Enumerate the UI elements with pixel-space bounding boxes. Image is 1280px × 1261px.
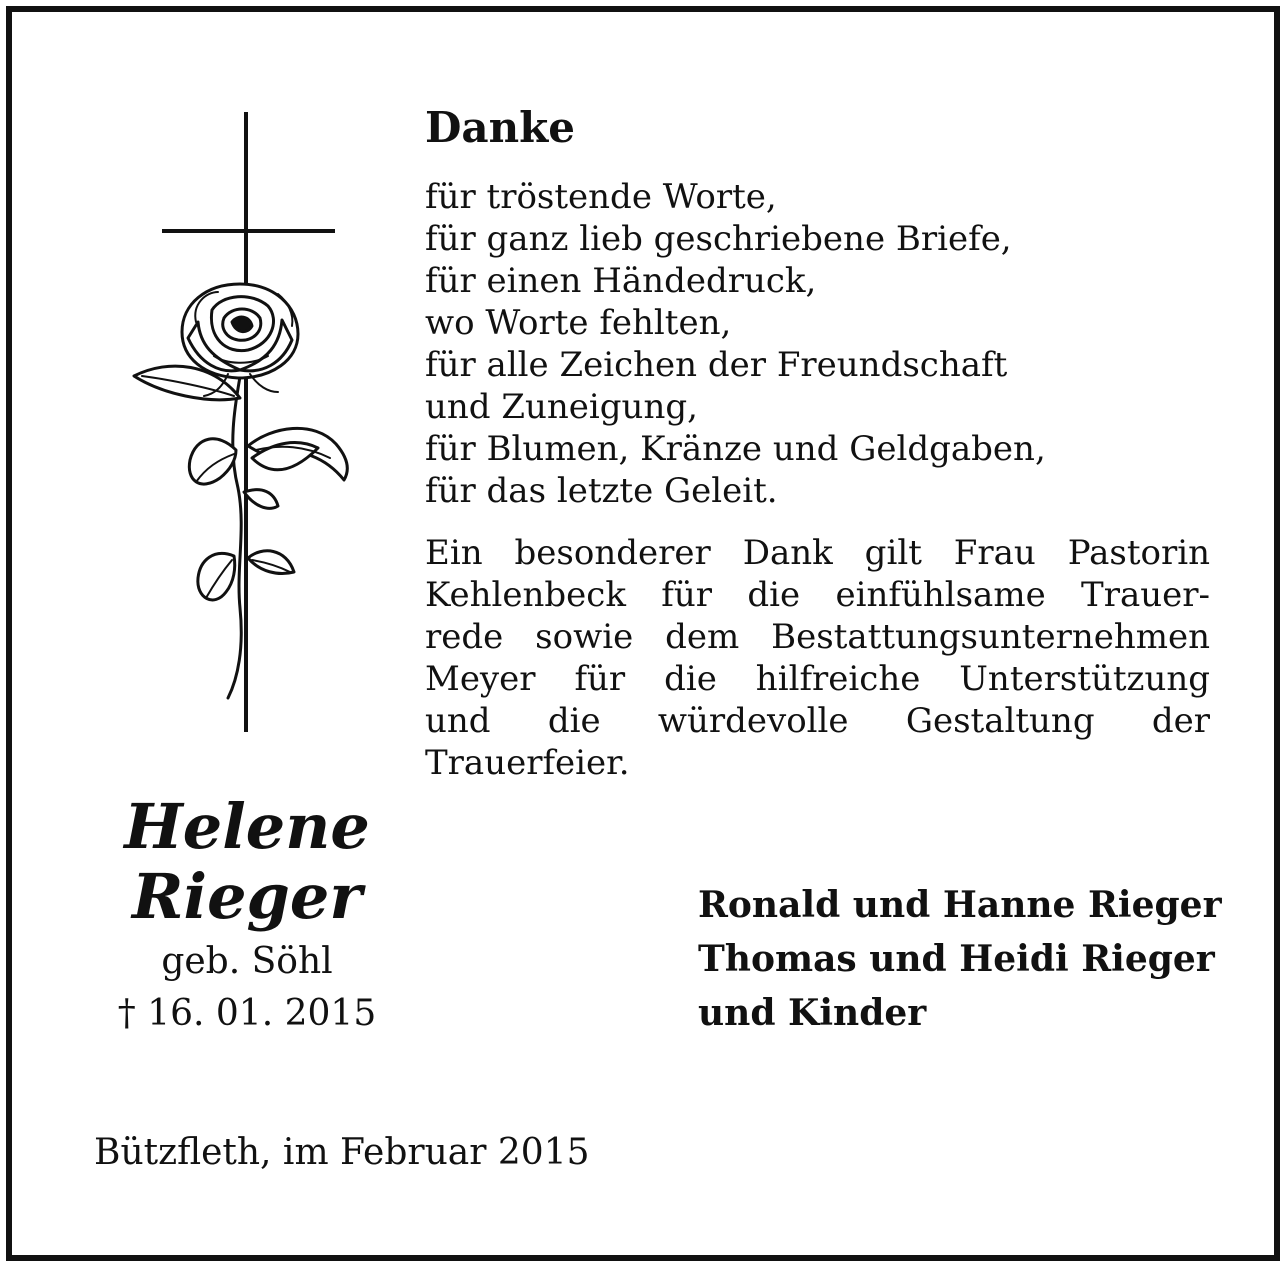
deceased-birth-name: geb. Söhl xyxy=(161,941,333,982)
thanks-line: für alle Zeichen der Freundschaft xyxy=(425,345,1008,385)
special-thanks-line: Ein besonderer Dank gilt Frau Pastorin xyxy=(425,533,1210,573)
thanks-line: für das letzte Geleit. xyxy=(425,471,778,511)
special-thanks-paragraph xyxy=(425,532,1210,784)
deceased-last-name: Rieger xyxy=(132,860,362,933)
cross-with-rose-icon xyxy=(122,108,362,738)
special-thanks-line: Meyer für die hilfreiche Unterstützung xyxy=(425,659,1210,699)
deceased-first-name: Helene xyxy=(124,790,370,863)
notice-heading: Danke xyxy=(425,103,575,152)
special-thanks-line: und die würdevolle Gestaltung der xyxy=(425,701,1210,741)
cross-icon xyxy=(164,114,333,730)
signatory-line: Ronald und Hanne Rieger xyxy=(698,884,1222,926)
thanks-line: für einen Händedruck, xyxy=(425,261,817,301)
thanks-list xyxy=(425,176,1215,512)
thanks-line: für ganz lieb geschriebene Briefe, xyxy=(425,219,1012,259)
signatory-line: Thomas und Heidi Rieger xyxy=(698,938,1215,980)
rose-icon xyxy=(134,284,347,698)
signatories-list xyxy=(698,878,1222,1040)
deceased-block xyxy=(92,792,402,1040)
special-thanks-line: rede sowie dem Bestattungsunternehmen xyxy=(425,617,1210,657)
special-thanks-line: Kehlenbeck für die einfühlsame Trauer- xyxy=(425,575,1210,615)
special-thanks-line: Trauerfeier. xyxy=(425,743,630,783)
notice-frame xyxy=(6,6,1280,1261)
deceased-death-date: † 16. 01. 2015 xyxy=(117,993,377,1034)
place-date: Bützfleth, im Februar 2015 xyxy=(94,1132,590,1173)
thanks-line: und Zuneigung, xyxy=(425,387,698,427)
thanks-line: für tröstende Worte, xyxy=(425,177,777,217)
thanks-line: für Blumen, Kränze und Geldgaben, xyxy=(425,429,1046,469)
signatory-line: und Kinder xyxy=(698,992,927,1034)
thanks-line: wo Worte fehlten, xyxy=(425,303,732,343)
